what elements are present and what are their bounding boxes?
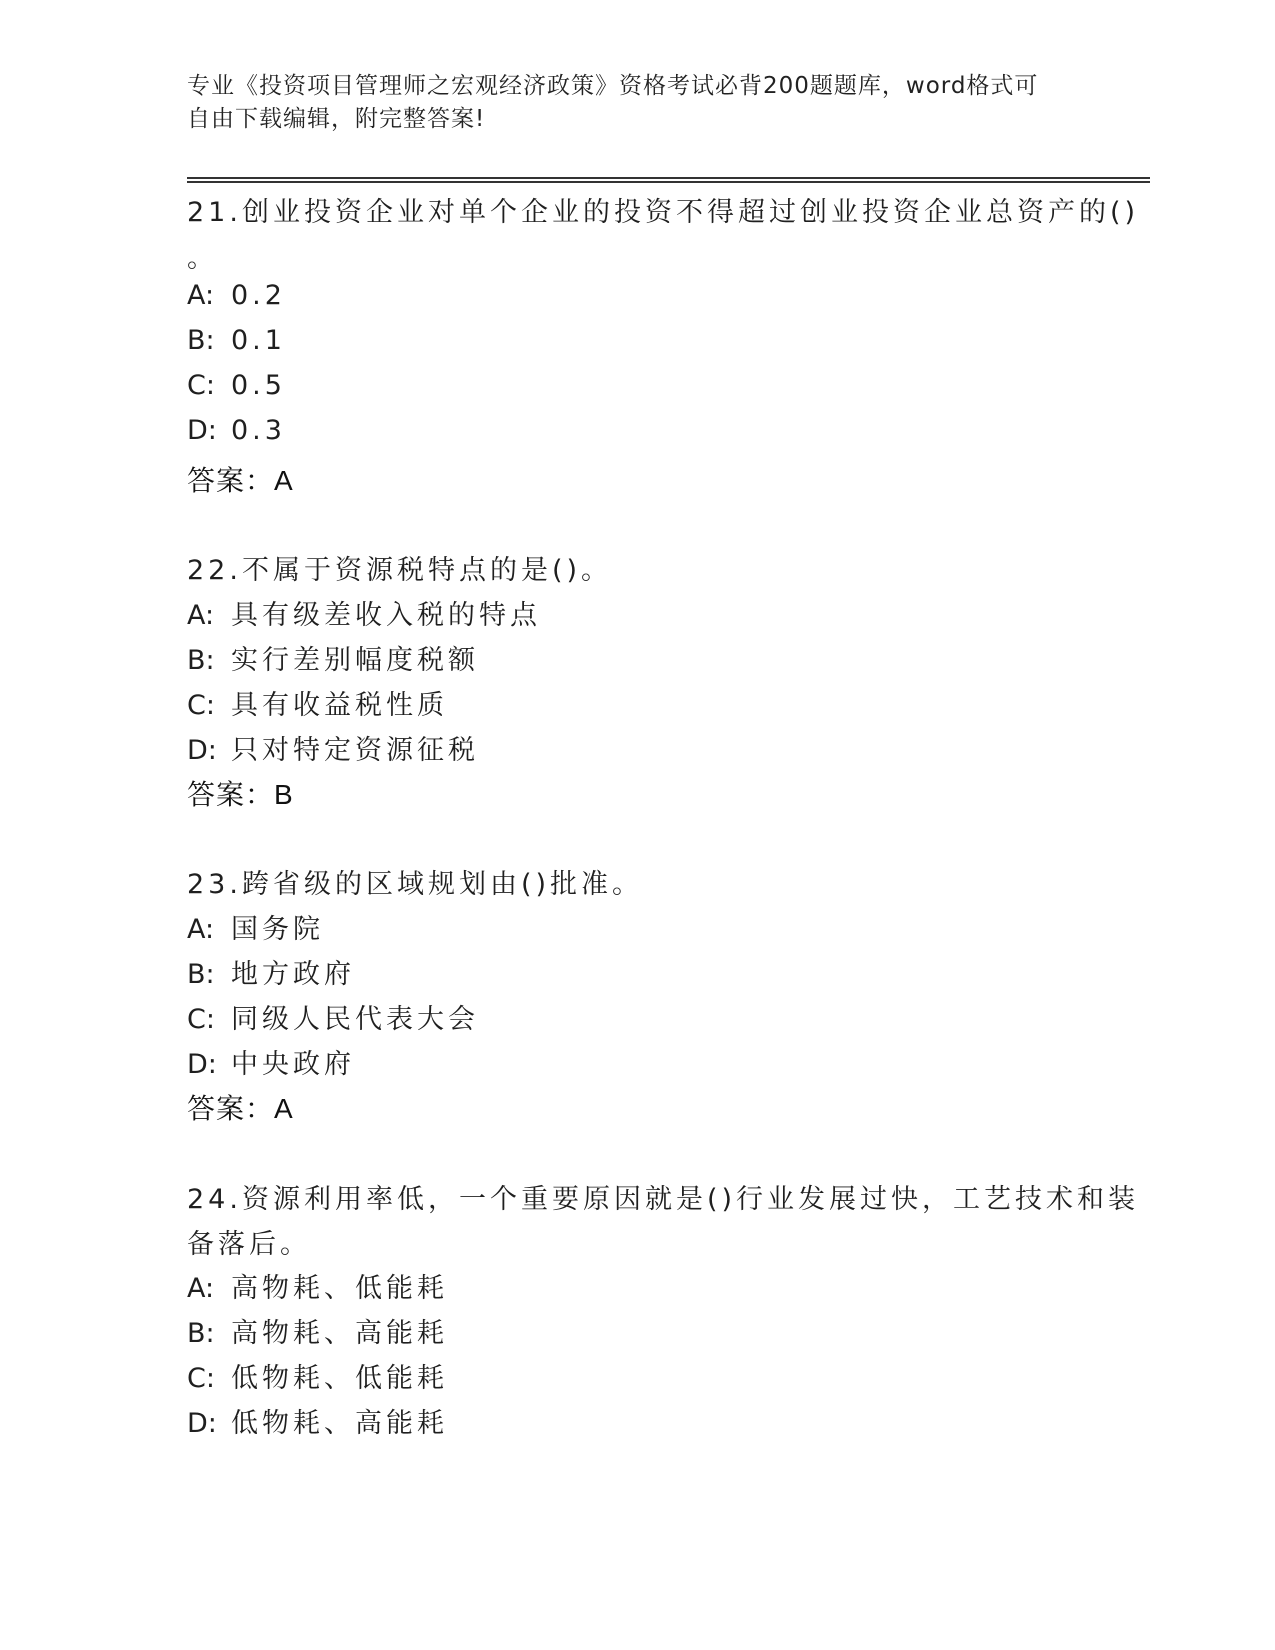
option-text: 具有收益税性质 (231, 690, 448, 721)
option-text: 低物耗、低能耗 (231, 1363, 448, 1394)
option-text: 地方政府 (231, 959, 355, 990)
option-text: 国务院 (231, 914, 324, 945)
option-letter: C: (187, 1363, 215, 1394)
question-22-option-d (187, 728, 479, 767)
option-letter: B: (187, 1318, 215, 1349)
option-letter: C: (187, 1004, 215, 1035)
question-21-option-d (187, 415, 286, 446)
question-23-option-b (187, 952, 355, 991)
option-text: 具有级差收入税的特点 (231, 600, 541, 631)
option-text: 同级人民代表大会 (231, 1004, 479, 1035)
question-21-stem-line-1: 21.创业投资企业对单个企业的投资不得超过创业投资企业总资产的() (187, 197, 1140, 228)
option-letter: A: (187, 280, 215, 311)
option-letter: D: (187, 1408, 217, 1439)
option-text: 高物耗、低能耗 (231, 1273, 448, 1304)
option-text: 0.1 (231, 325, 286, 356)
question-24-option-d (187, 1401, 448, 1440)
question-24-option-c (187, 1356, 448, 1395)
header-divider-bottom (187, 181, 1150, 183)
question-22-option-b (187, 638, 479, 677)
question-21-answer: 答案：A (187, 465, 294, 496)
option-letter: A: (187, 1273, 215, 1304)
option-letter: A: (187, 600, 215, 631)
option-letter: C: (187, 370, 215, 401)
option-letter: B: (187, 959, 215, 990)
question-23-option-c (187, 997, 479, 1036)
option-text: 高物耗、高能耗 (231, 1318, 448, 1349)
question-23-answer: 答案：A (187, 1093, 294, 1124)
question-21-option-a (187, 280, 286, 311)
header-line-1: 专业《投资项目管理师之宏观经济政策》资格考试必背200题题库，word格式可 (187, 73, 1039, 99)
header-divider-top (187, 177, 1150, 179)
question-23-stem-line-1: 23.跨省级的区域规划由()批准。 (187, 869, 644, 900)
option-text: 只对特定资源征税 (231, 735, 479, 766)
question-23-option-d (187, 1042, 355, 1081)
option-text: 0.2 (231, 280, 286, 311)
question-21-option-b (187, 325, 286, 356)
option-text: 实行差别幅度税额 (231, 645, 479, 676)
question-22-stem-line-1: 22.不属于资源税特点的是()。 (187, 555, 613, 586)
question-23-option-a (187, 907, 324, 946)
question-24-option-a (187, 1266, 448, 1305)
question-22-option-c (187, 683, 448, 722)
option-text: 0.3 (231, 415, 286, 446)
question-22-answer: 答案：B (187, 779, 294, 810)
document-header (187, 70, 1087, 136)
question-21-stem-line-2: 。 (187, 243, 218, 274)
question-21-option-c (187, 370, 286, 401)
option-letter: B: (187, 645, 215, 676)
option-letter: D: (187, 415, 217, 446)
option-letter: C: (187, 690, 215, 721)
question-24-stem-line-1: 24.资源利用率低，一个重要原因就是()行业发展过快，工艺技术和装 (187, 1184, 1140, 1215)
question-24-stem-line-2: 备落后。 (187, 1229, 311, 1260)
header-line-2: 自由下载编辑，附完整答案! (187, 106, 486, 132)
option-text: 0.5 (231, 370, 286, 401)
option-text: 低物耗、高能耗 (231, 1408, 448, 1439)
question-22-option-a (187, 593, 541, 632)
question-24-option-b (187, 1311, 448, 1350)
option-letter: D: (187, 735, 217, 766)
option-letter: D: (187, 1049, 217, 1080)
option-letter: A: (187, 914, 215, 945)
option-text: 中央政府 (231, 1049, 355, 1080)
option-letter: B: (187, 325, 215, 356)
